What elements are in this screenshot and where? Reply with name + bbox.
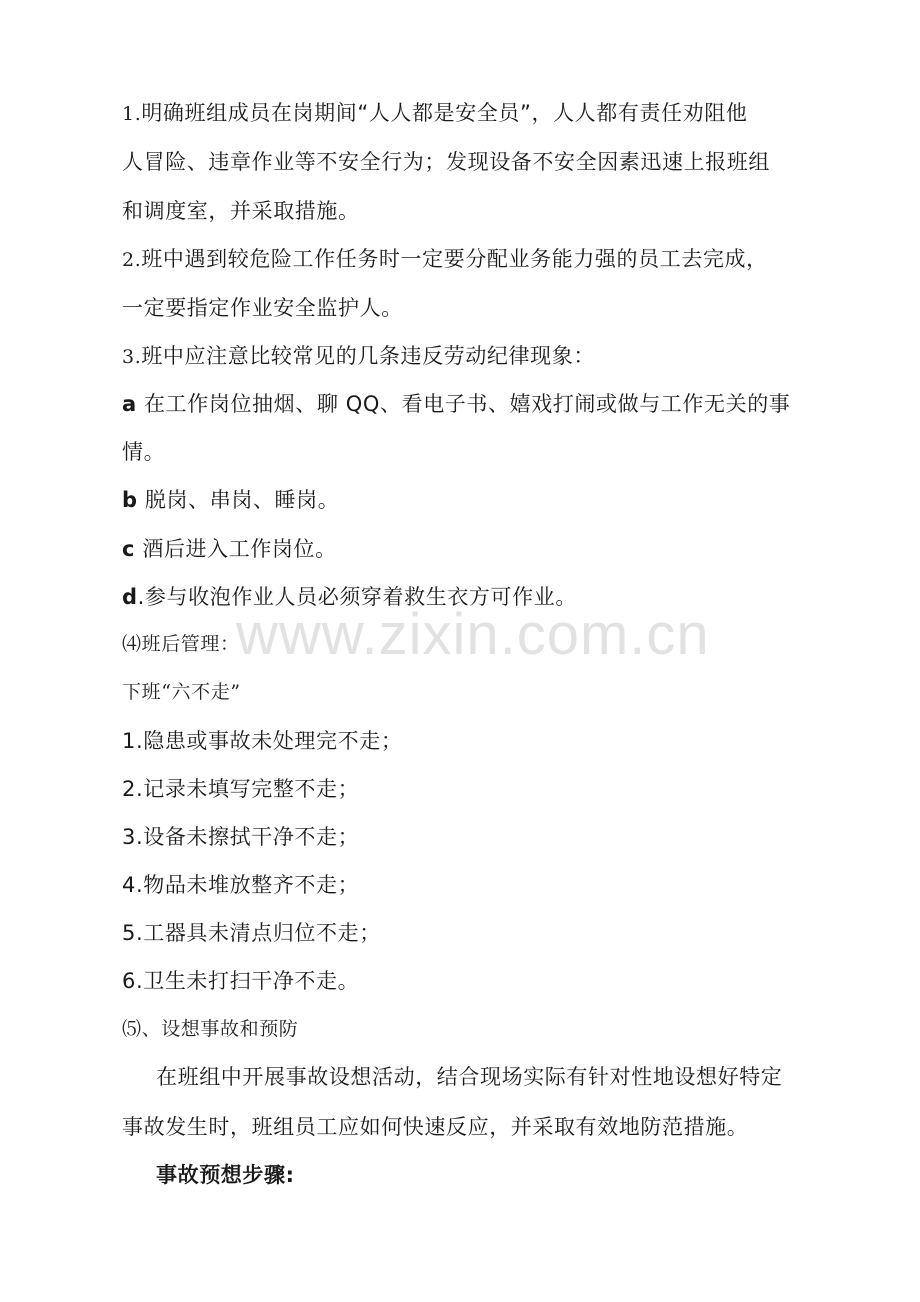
- line-text: 班中遇到较危险工作任务时一定要分配业务能力强的员工去完成，: [141, 247, 768, 271]
- list-item-c: [122, 534, 810, 564]
- rule-item: 6.卫生未打扫干净不走。: [122, 969, 360, 993]
- paragraph-line: [122, 341, 810, 372]
- line-text: 班中应注意比较常见的几条违反劳动纪律现象：: [141, 344, 595, 368]
- rule-item: 5.工器具未清点归位不走；: [122, 921, 381, 945]
- line-text: 人冒险、违章作业等不安全行为；发现设备不安全因素迅速上报班组: [122, 150, 770, 174]
- list-letter: a: [122, 392, 137, 416]
- paragraph-line: [122, 293, 810, 323]
- list-letter: b: [122, 488, 138, 512]
- list-number: 1.: [122, 103, 142, 125]
- subheading-six-rules: 下班“六不走”: [122, 681, 241, 703]
- paragraph-line: [122, 98, 810, 129]
- paragraph-line: [122, 437, 810, 467]
- line-text: 情。: [122, 440, 166, 464]
- paragraph-line: [122, 196, 810, 226]
- rule-item: 1.隐患或事故未处理完不走；: [122, 729, 403, 753]
- list-item-b: [122, 485, 810, 515]
- section-heading-5: ⑸、设想事故和预防: [122, 1018, 299, 1040]
- list-letter: c: [122, 537, 136, 561]
- paragraph-line: 在班组中开展事故设想活动，结合现场实际有针对性地设想好特定: [156, 1065, 783, 1089]
- list-number: 3.: [122, 346, 142, 368]
- list-item-d: [122, 582, 810, 612]
- list-letter: d: [122, 585, 138, 609]
- rule-item: 4.物品未堆放整齐不走；: [122, 873, 360, 897]
- paragraph-line: [122, 244, 810, 275]
- line-text: 脱岗、串岗、睡岗。: [137, 488, 340, 512]
- line-text: 一定要指定作业安全监护人。: [122, 296, 403, 320]
- rule-item: 3.设备未擦拭干净不走；: [122, 825, 360, 849]
- steps-heading: 事故预想步骤:: [156, 1163, 295, 1187]
- line-text: 和调度室，并采取措施。: [122, 199, 360, 223]
- line-text: 酒后进入工作岗位。: [135, 537, 337, 561]
- list-number: 2.: [122, 249, 142, 271]
- paragraph-line: [122, 147, 810, 177]
- line-text: 在工作岗位抽烟、聊 QQ、看电子书、嬉戏打闹或做与工作无关的事: [136, 392, 791, 416]
- line-text: .参与收泡作业人员必须穿着救生衣方可作业。: [137, 585, 577, 609]
- paragraph-line: 事故发生时，班组员工应如何快速反应，并采取有效地防范措施。: [122, 1115, 749, 1139]
- list-item-a: [122, 389, 810, 419]
- rule-item: 2.记录未填写完整不走；: [122, 777, 360, 801]
- section-heading-4: ⑷班后管理：: [122, 633, 240, 655]
- watermark: www.zixin.com.cn: [236, 602, 710, 667]
- line-text: 明确班组成员在岗期间“人人都是安全员”，人人都有责任劝阻他: [141, 101, 748, 125]
